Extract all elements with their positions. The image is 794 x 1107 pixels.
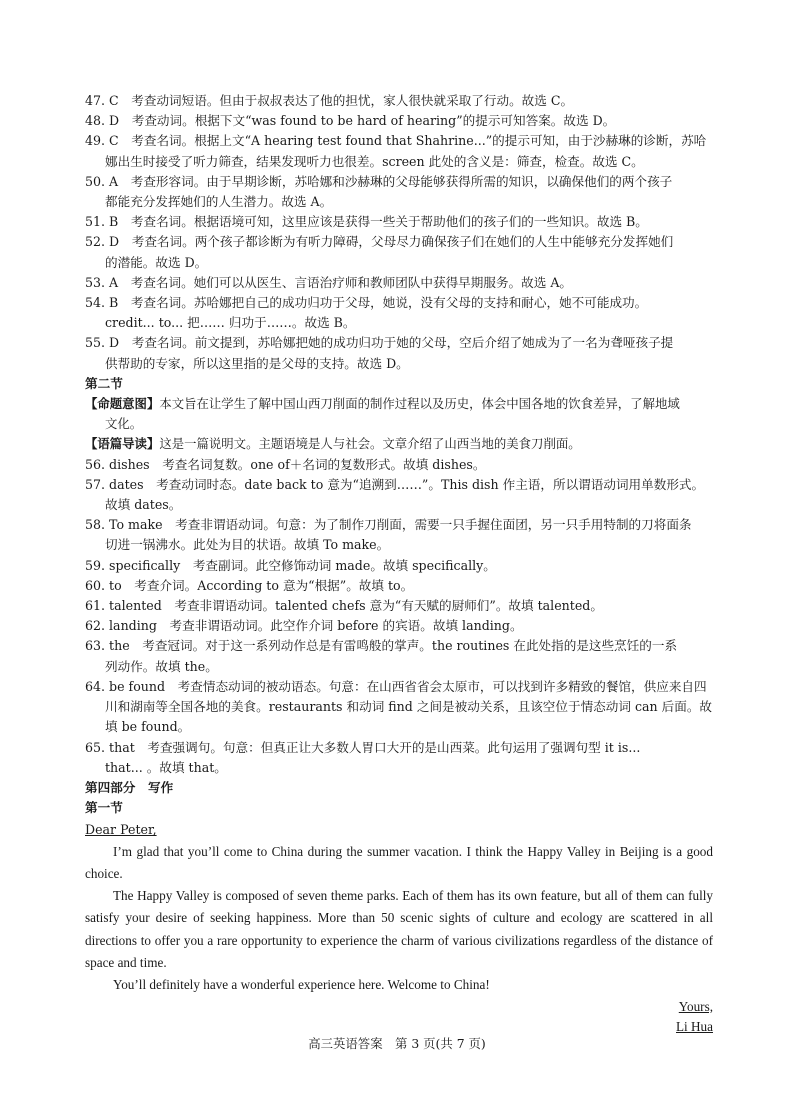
part4-subheading: 第一节 (85, 800, 123, 816)
page-content (85, 91, 713, 1038)
answer-line: 55. D 考查名词。前文提到，苏哈娜把她的成功归功于她的父母，空后介绍了她成为了一名为聋哑孩子提 (85, 335, 674, 351)
answer-line: 58. To make 考查非谓语动词。句意：为了制作刀削面，需要一只手握住面团，另一只手用特制的刀将面条 (85, 517, 692, 533)
answer-line: 列动作。故填 the。 (105, 658, 218, 674)
intent-note (85, 394, 713, 414)
answer-line: 62. landing 考查非谓语动词。此空作介词 before 的宾语。故填 landing。 (85, 618, 523, 634)
answer-line: 60. to 考查介词。According to 意为“根据”。故填 to。 (85, 577, 414, 593)
answer-item (85, 131, 713, 171)
answers-section2-list (85, 455, 713, 778)
answer-line: 48. D 考查动词。根据下文“was found to be hard of hearing”的提示可知答案。故选 D。 (85, 113, 616, 129)
answer-item (85, 273, 713, 293)
answer-item (85, 91, 713, 111)
signature-text: Li Hua (676, 1019, 713, 1035)
answer-line: 娜出生时接受了听力筛查，结果发现听力也很差。screen 此处的含义是：筛查，检查。故选 C。 (105, 153, 644, 169)
closing-text: Yours, (678, 998, 713, 1014)
answer-line: 59. specifically 考查副词。此空修饰动词 made。故填 specifically。 (85, 557, 496, 573)
answer-item (85, 232, 713, 272)
answer-item (85, 738, 713, 778)
guide-note (85, 434, 713, 454)
answer-line: 的潜能。故选 D。 (105, 254, 208, 270)
answer-item (85, 475, 713, 515)
answer-line: 53. A 考查名词。她们可以从医生、言语治疗师和教师团队中获得早期服务。故选 A。 (85, 274, 573, 290)
answer-line: 川和湖南等全国各地的美食。restaurants 和动词 find 之间是被动关系，且该空位于情态动词 can 后面。故 (105, 699, 713, 715)
answer-line: 供帮助的专家，所以这里指的是父母的支持。故选 D。 (105, 355, 409, 371)
answer-line: that... 。故填 that。 (105, 759, 227, 775)
answer-item (85, 212, 713, 232)
answer-line: 54. B 考查名词。苏哈娜把自己的成功归功于父母，她说，没有父母的支持和耐心，她不可能成功。 (85, 295, 648, 311)
answer-line: 都能充分发挥她们的人生潜力。故选 A。 (105, 194, 333, 210)
section2-heading: 第二节 (85, 375, 123, 391)
guide-tag: 【语篇导读】 (85, 436, 160, 452)
letter-paragraph: I’m glad that you’ll come to China during the summer vacation. I think the Happy Valley in Beijing is a good choice. (85, 843, 713, 881)
part4-heading: 第四部分 写作 (85, 779, 174, 795)
answer-line: 64. be found 考查情态动词的被动语态。句意：在山西省省会太原市，可以找到许多精致的餐馆，供应来自四 (85, 678, 707, 694)
guide-text: 这是一篇说明文。主题语境是人与社会。文章介绍了山西当地的美食刀削面。 (159, 436, 581, 452)
letter-closing (85, 997, 713, 1018)
answer-item (85, 677, 713, 738)
sample-letter (85, 820, 713, 1037)
answer-line: 49. C 考查名词。根据上文“A hearing test found that Shahrine...”的提示可知，由于沙赫琳的诊断，苏哈 (85, 133, 707, 149)
answer-item (85, 576, 713, 596)
intent-text: 本文旨在让学生了解中国山西刀削面的制作过程以及历史，体会中国各地的饮食差异，了解地域 (159, 396, 680, 412)
answer-item (85, 556, 713, 576)
answer-line: credit... to... 把…… 归功于……。故选 B。 (105, 315, 356, 331)
answer-line: 50. A 考查形容词。由于早期诊断，苏哈娜和沙赫琳的父母能够获得所需的知识，以确保他们的两个孩子 (85, 173, 673, 189)
answer-line: 故填 dates。 (105, 497, 182, 513)
answer-item (85, 111, 713, 131)
answer-item (85, 616, 713, 636)
answer-item (85, 636, 713, 676)
answer-item (85, 333, 713, 373)
answer-line: 57. dates 考查动词时态。date back to 意为“追溯到……”。This dish 作主语，所以谓语动词用单数形式。 (85, 476, 705, 492)
letter-paragraph: The Happy Valley is composed of seven theme parks. Each of them has its own feature, but all of them can fully satisfy your desire of seeking happiness. More than 50 scenic sights of culture and ecology are scattered in all directions to offer you a rare opportunity to experience the charm of various civilizations regardless of the distance of space and time. (85, 888, 713, 970)
answer-line: 61. talented 考查非谓语动词。talented chefs 意为“有天赋的厨师们”。故填 talented。 (85, 598, 603, 614)
intent-tag: 【命题意图】 (85, 396, 160, 412)
answer-item (85, 596, 713, 616)
answer-line: 65. that 考查强调句。句意：但真正让大多数人胃口大开的是山西菜。此句运用了强调句型 it is... (85, 739, 641, 755)
answers-part3-list (85, 91, 713, 374)
answer-line: 51. B 考查名词。根据语境可知，这里应该是获得一些关于帮助他们的孩子们的一些知识。故选 B。 (85, 214, 648, 230)
letter-salutation: Dear Peter, (85, 822, 157, 838)
answer-item (85, 515, 713, 555)
answer-line: 52. D 考查名词。两个孩子都诊断为有听力障碍，父母尽力确保孩子们在她们的人生中能够充分发挥她们 (85, 234, 674, 250)
answer-item (85, 455, 713, 475)
answer-line: 56. dishes 考查名词复数。one of＋名词的复数形式。故填 dishes。 (85, 456, 486, 472)
answer-line: 63. the 考查冠词。对于这一系列动作总是有雷鸣般的掌声。the routines 在此处指的是这些烹饪的一系 (85, 638, 678, 654)
intent-note-cont: 文化。 (105, 416, 143, 432)
answer-line: 47. C 考查动词短语。但由于叔叔表达了他的担忧，家人很快就采取了行动。故选 C。 (85, 93, 574, 108)
answer-line: 切进一锅沸水。此处为目的状语。故填 To make。 (105, 537, 390, 553)
page-footer: 高三英语答案 第 3 页(共 7 页) (308, 1036, 486, 1051)
answer-item (85, 293, 713, 333)
answer-item (85, 172, 713, 212)
answer-line: 填 be found。 (105, 719, 191, 735)
letter-paragraph: You’ll definitely have a wonderful experience here. Welcome to China! (113, 977, 490, 993)
